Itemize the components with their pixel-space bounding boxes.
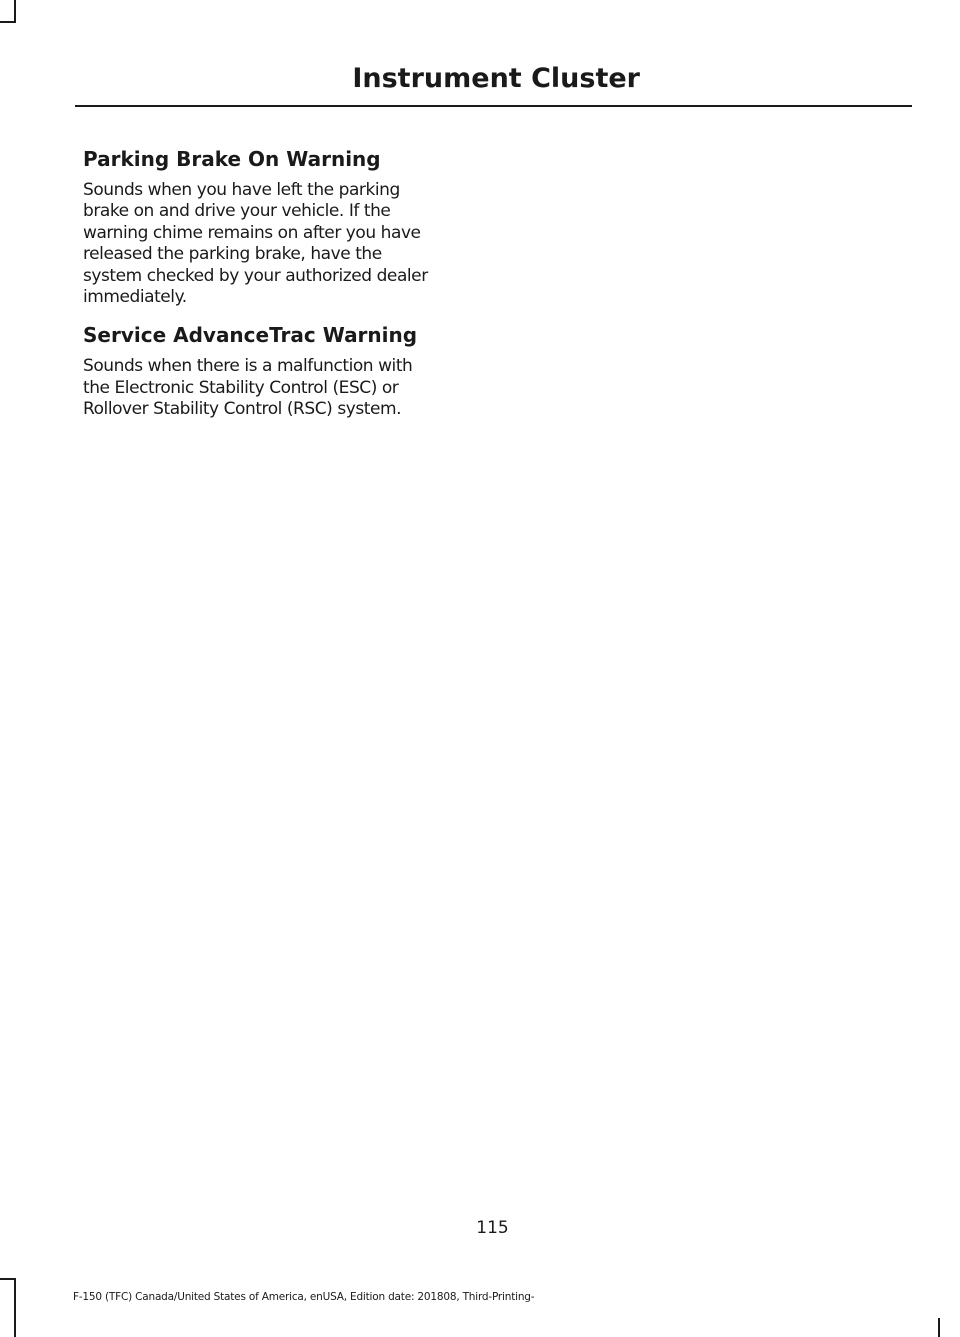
crop-mark-bottom-right-vertical (938, 1318, 940, 1337)
body-line: system checked by your authorized dealer (83, 265, 428, 286)
body-line: brake on and drive your vehicle. If the (83, 201, 391, 222)
section-body (83, 356, 483, 420)
content-column (83, 144, 483, 433)
page-title: Instrument Cluster (352, 63, 640, 94)
body-line: Sounds when you have left the parking (83, 180, 400, 200)
body-line: immediately. (83, 287, 187, 308)
body-line: warning chime remains on after you have (83, 222, 421, 243)
section-body (83, 180, 483, 308)
body-line: Rollover Stability Control (RSC) system. (83, 399, 402, 420)
page-number: 115 (476, 1218, 509, 1238)
body-line: the Electronic Stability Control (ESC) or (83, 377, 399, 398)
body-line: Sounds when there is a malfunction with (83, 356, 413, 377)
crop-mark-bottom-left-horizontal (0, 1278, 16, 1280)
crop-mark-top-left-vertical (14, 0, 16, 23)
header-divider (75, 105, 912, 107)
section-parking-brake-warning (83, 144, 483, 308)
crop-mark-top-left-horizontal (0, 21, 16, 23)
section-service-advancetrac-warning (83, 320, 483, 420)
section-heading: Parking Brake On Warning (83, 147, 381, 171)
footer-edition-text: F-150 (TFC) Canada/United States of America, enUSA, Edition date: 201808, Third-Printing- (73, 1291, 535, 1303)
section-heading: Service AdvanceTrac Warning (83, 323, 418, 348)
body-line: released the parking brake, have the (83, 244, 382, 265)
crop-mark-bottom-left-vertical (14, 1278, 16, 1337)
